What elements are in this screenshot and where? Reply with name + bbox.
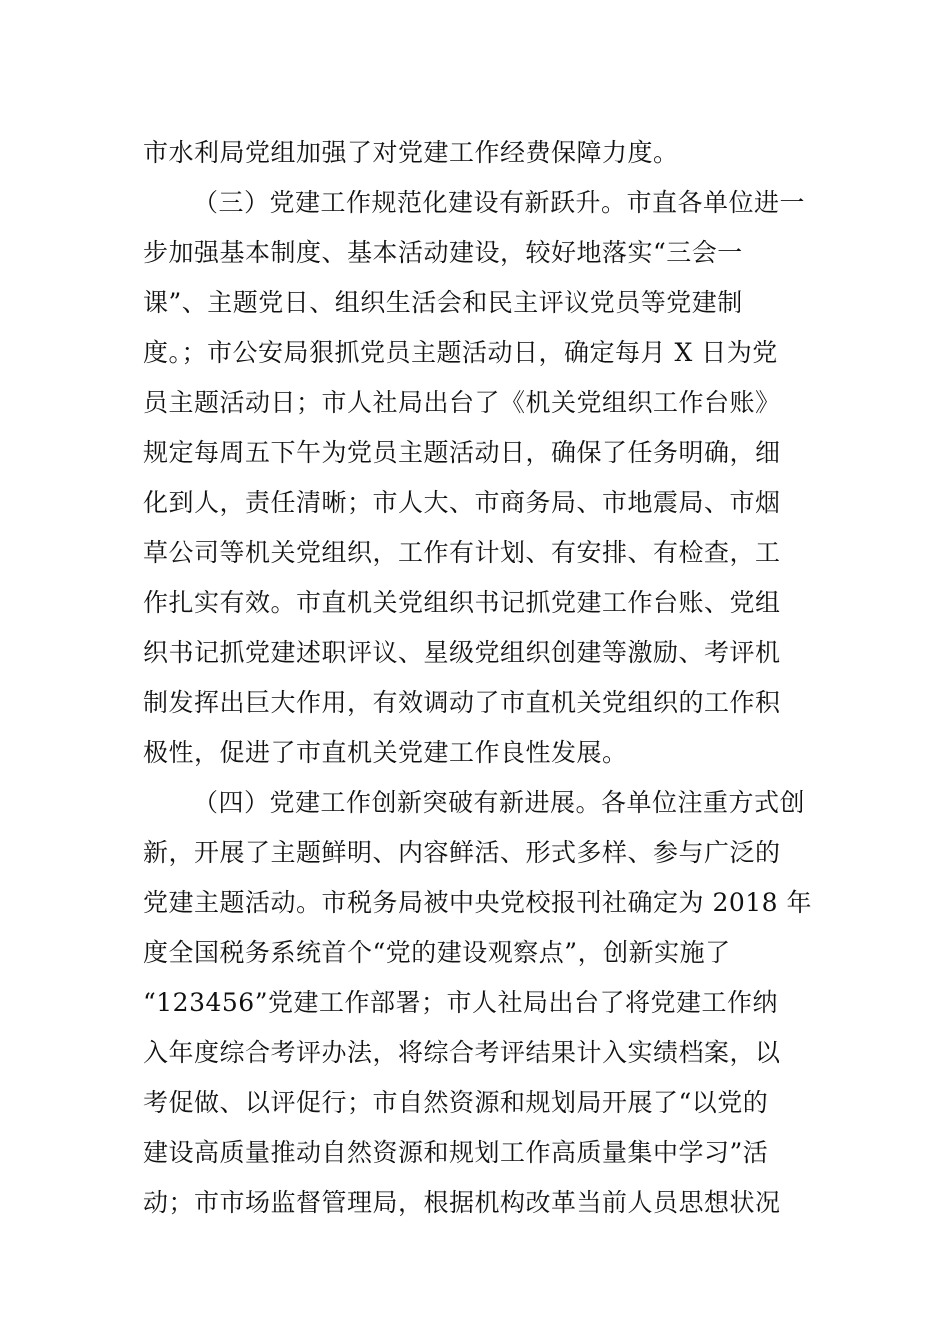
text-line: 动；市市场监督管理局，根据机构改革当前人员思想状况 — [143, 1188, 781, 1217]
text-line: “123456”党建工作部署；市人社局出台了将党建工作纳 — [143, 988, 778, 1017]
text-line: 新，开展了主题鲜明、内容鲜活、形式多样、参与广泛的 — [143, 838, 781, 867]
text-line: 化到人，责任清晰；市人大、市商务局、市地震局、市烟 — [143, 488, 781, 517]
text-line: 步加强基本制度、基本活动建设，较好地落实“三会一 — [143, 238, 743, 267]
text-line: 草公司等机关党组织，工作有计划、有安排、有检查，工 — [143, 538, 781, 567]
section-heading-line: （四）党建工作创新突破有新进展。各单位注重方式创 — [193, 788, 806, 817]
text-line: 建设高质量推动自然资源和规划工作高质量集中学习”活 — [143, 1138, 769, 1167]
text-line: 制发挥出巨大作用，有效调动了市直机关党组织的工作积 — [143, 688, 781, 717]
text-line: 度全国税务系统首个“党的建设观察点”，创新实施了 — [143, 938, 731, 967]
section-heading-line: （三）党建工作规范化建设有新跃升。市直各单位进一 — [193, 188, 806, 217]
text-line: 极性，促进了市直机关党建工作良性发展。 — [143, 738, 628, 767]
text-line: 度。；市公安局狠抓党员主题活动日，确定每月 X 日为党 — [143, 338, 778, 367]
text-line: 考促做、以评促行；市自然资源和规划局开展了“以党的 — [143, 1088, 769, 1117]
text-line: 课”、主题党日、组织生活会和民主评议党员等党建制 — [143, 288, 743, 317]
text-line: 市水利局党组加强了对党建工作经费保障力度。 — [143, 138, 679, 167]
text-line: 员主题活动日；市人社局出台了《机关党组织工作台账》 — [143, 388, 781, 417]
text-line: 规定每周五下午为党员主题活动日，确保了任务明确，细 — [143, 438, 781, 467]
text-line: 党建主题活动。市税务局被中央党校报刊社确定为 2018 年 — [143, 888, 813, 917]
text-line: 织书记抓党建述职评议、星级党组织创建等激励、考评机 — [143, 638, 781, 667]
text-line: 入年度综合考评办法，将综合考评结果计入实绩档案，以 — [143, 1038, 781, 1067]
text-line: 作扎实有效。市直机关党组织书记抓党建工作台账、党组 — [143, 588, 781, 617]
